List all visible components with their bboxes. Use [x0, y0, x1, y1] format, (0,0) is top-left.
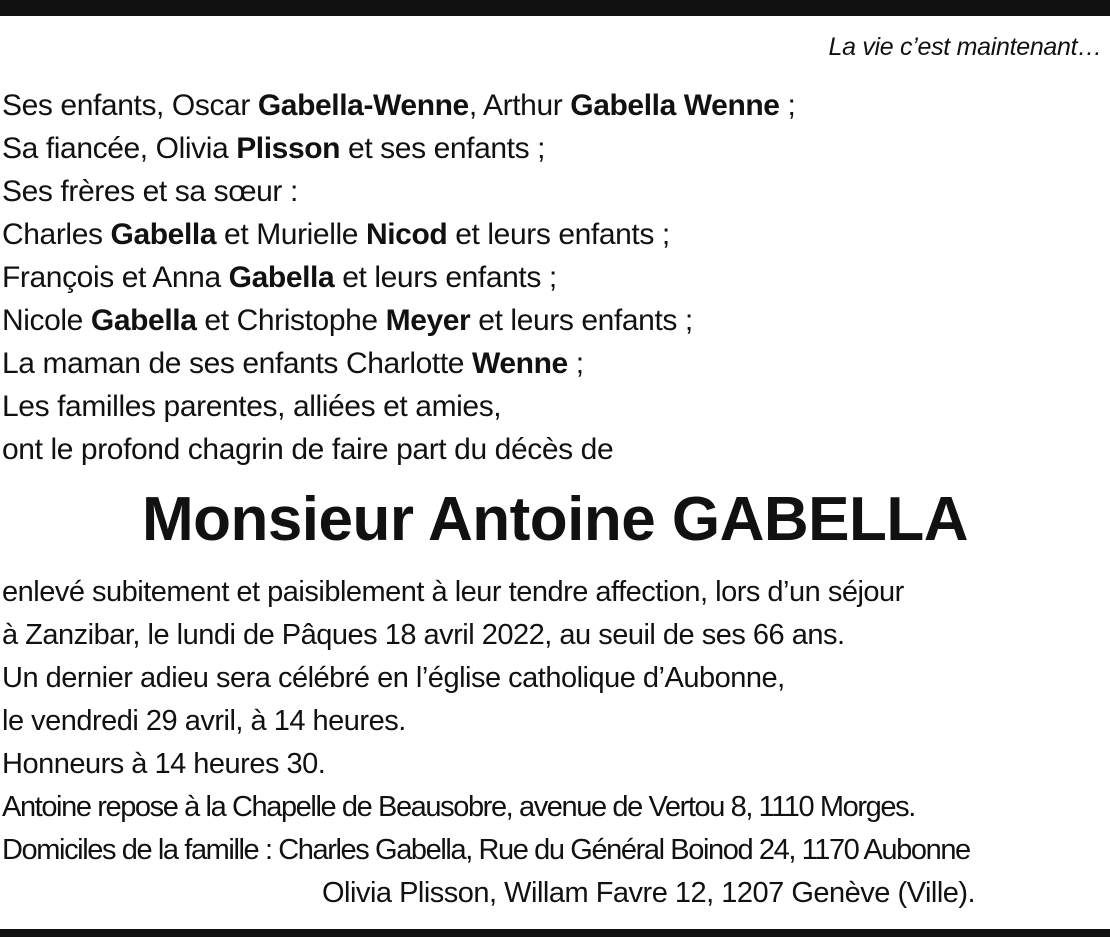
detail-line: enlevé subitement et paisiblement à leur tendre affection, lors d’un séjour: [2, 576, 904, 608]
detail-line: Un dernier adieu sera célébré en l’église catholique d’Aubonne,: [2, 662, 785, 694]
text-segment: Charles: [2, 218, 111, 251]
text-segment: François et Anna: [2, 261, 229, 294]
motto: La vie c’est maintenant…: [828, 33, 1102, 61]
text-segment: Ses enfants, Oscar: [2, 89, 258, 122]
detail-line: le vendredi 29 avril, à 14 heures.: [2, 705, 406, 737]
text-segment: Sa fiancée, Olivia: [2, 132, 237, 165]
text-segment: ont le profond chagrin de faire part du décès de: [2, 433, 614, 466]
family-line: [2, 127, 795, 170]
deceased-name: Monsieur Antoine GABELLA: [141, 485, 969, 554]
surname: Gabella: [90, 304, 197, 337]
family-line: [2, 213, 795, 256]
surname: Gabella: [110, 218, 217, 251]
detail-line: à Zanzibar, le lundi de Pâques 18 avril 2022, au seuil de ses 66 ans.: [2, 619, 845, 651]
surname: Gabella Wenne: [570, 89, 780, 122]
surname: Nicod: [365, 218, 448, 251]
text-segment: Les familles parentes, alliées et amies,: [2, 390, 502, 423]
detail-line: Domiciles de la famille : Charles Gabella, Rue du Général Boinod 24, 1170 Aubonne: [2, 834, 970, 866]
family-line: [2, 299, 795, 342]
text-segment: ;: [567, 347, 584, 380]
family-line: [2, 428, 795, 471]
detail-line: Olivia Plisson, Willam Favre 12, 1207 Genève (Ville).: [322, 877, 976, 909]
family-line: [2, 385, 795, 428]
family-line: [2, 84, 795, 127]
surname: Gabella-Wenne: [257, 89, 469, 122]
surname: Meyer: [385, 304, 471, 337]
family-line: [2, 256, 795, 299]
family-line: [2, 342, 795, 385]
text-segment: Ses frères et sa sœur :: [2, 175, 298, 208]
detail-line: Antoine repose à la Chapelle de Beausobre, avenue de Vertou 8, 1110 Morges.: [2, 791, 915, 823]
text-segment: , Arthur: [468, 89, 571, 122]
surname: Gabella: [228, 261, 335, 294]
text-segment: et Murielle: [216, 218, 366, 251]
details-list: [2, 571, 975, 915]
bottom-rule: [0, 929, 1110, 937]
text-segment: Nicole: [2, 304, 91, 337]
surname: Plisson: [236, 132, 341, 165]
detail-line: Honneurs à 14 heures 30.: [2, 748, 326, 780]
family-line: [2, 170, 795, 213]
surname: Wenne: [472, 347, 568, 380]
text-segment: et Christophe: [196, 304, 386, 337]
text-segment: ;: [779, 89, 796, 122]
family-list: [2, 84, 795, 471]
text-segment: La maman de ses enfants Charlotte: [2, 347, 473, 380]
text-segment: et leurs enfants ;: [447, 218, 670, 251]
text-segment: et leurs enfants ;: [334, 261, 557, 294]
text-segment: et leurs enfants ;: [470, 304, 693, 337]
top-rule: [0, 0, 1110, 16]
text-segment: et ses enfants ;: [340, 132, 546, 165]
